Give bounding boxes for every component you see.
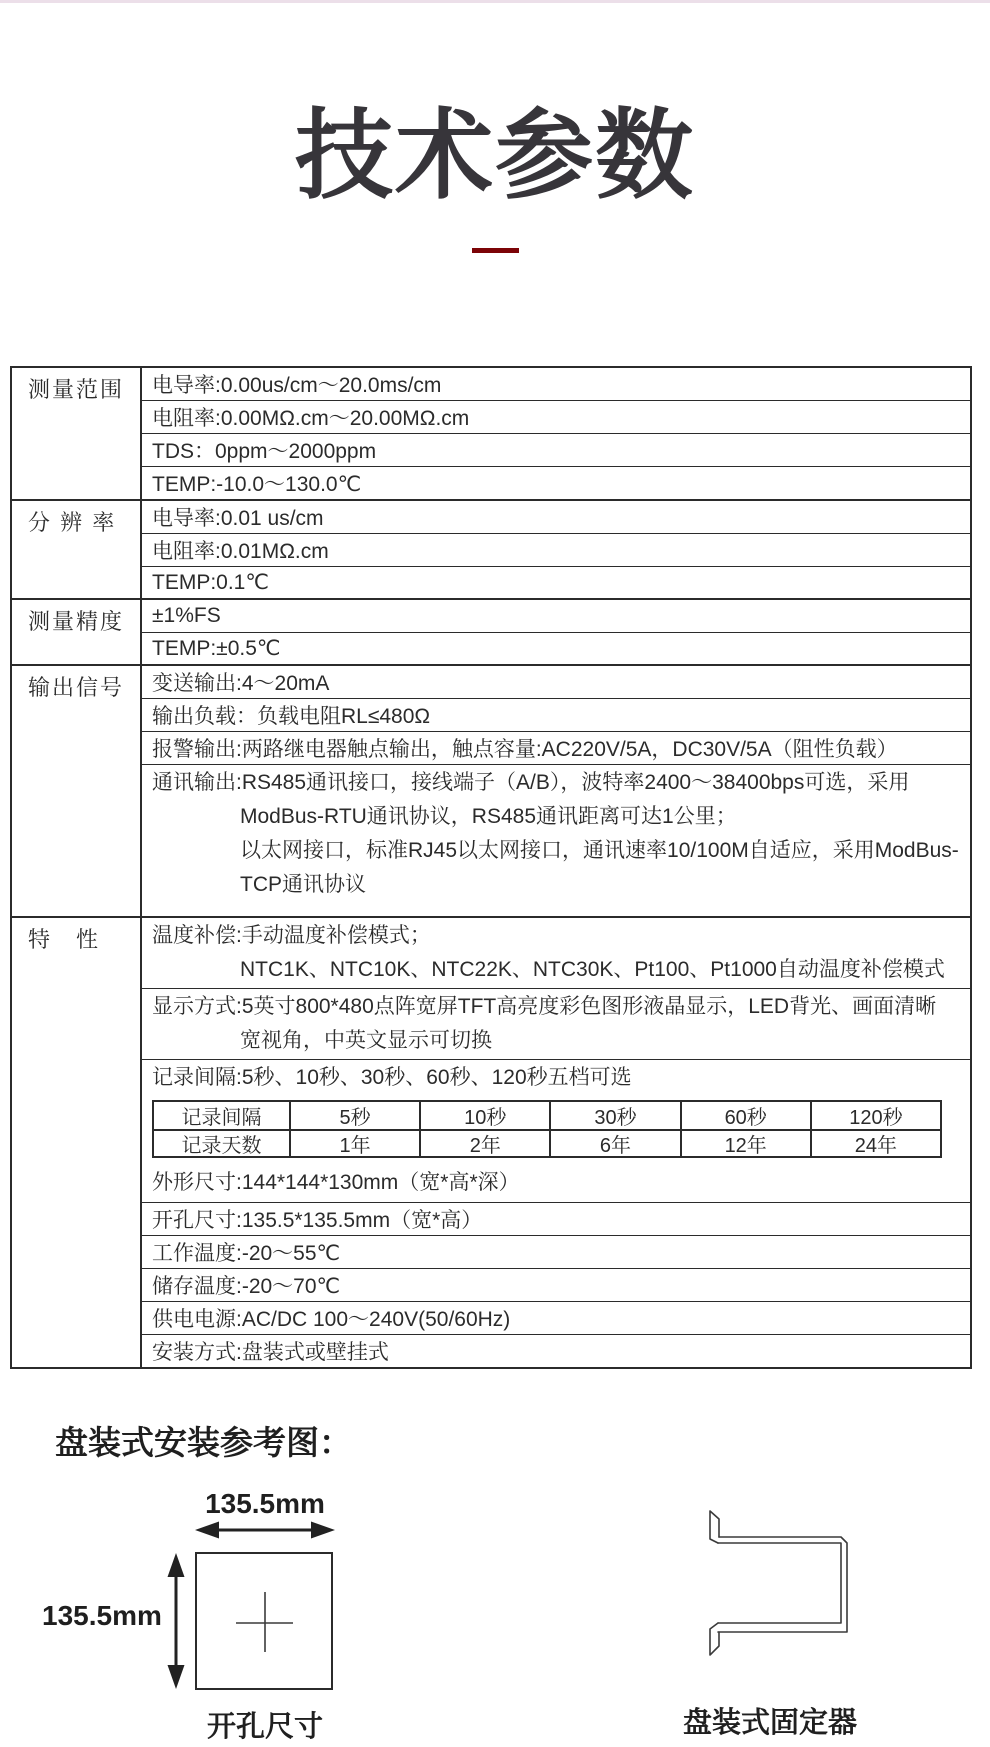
record-interval-heading: 记录间隔:5秒、10秒、30秒、60秒、120秒五档可选 [152,1065,632,1089]
record-table-days-1y: 1年 [289,1129,419,1156]
spec-row-comm-output [142,764,970,916]
section-label-output-signal: 输出信号 [12,666,142,916]
spec-row-working-temp: 工作温度:-20～55℃ [142,1235,970,1268]
section-output-signal [12,664,970,916]
record-table-interval-5s: 5秒 [289,1102,419,1129]
width-arrow-icon [194,1519,336,1541]
comm-line-1: 通讯输出:RS485通讯接口，接线端子（A/B），波特率2400～38400bps可选，采用 [152,770,910,794]
center-cross-icon [236,1592,294,1652]
record-interval-table [152,1100,942,1158]
spec-row-resistivity-range: 电阻率:0.00MΩ.cm～20.00MΩ.cm [142,400,970,433]
spec-row-display-mode [142,988,970,1059]
spec-row-record-interval [142,1059,970,1202]
spec-row-temp-resolution: TEMP:0.1℃ [142,566,970,598]
display-line-2: 宽视角，中英文显示可切换 [240,1028,492,1052]
comm-line-2: ModBus-RTU通讯协议，RS485通讯距离可达1公里； [240,804,737,828]
record-table-interval-10s: 10秒 [419,1102,549,1129]
section-label-features: 特 性 [12,918,142,1367]
spec-row-resistivity-resolution: 电阻率:0.01MΩ.cm [142,533,970,566]
spec-row-alarm-output: 报警输出:两路继电器触点输出，触点容量:AC220V/5A，DC30V/5A（阻性负载） [142,731,970,764]
spec-table [10,366,972,1369]
record-table-days-12y: 12年 [680,1129,810,1156]
record-table-days-2y: 2年 [419,1129,549,1156]
record-table-days-label: 记录天数 [154,1129,289,1156]
cutout-caption: 开孔尺寸 [207,1711,324,1744]
spec-row-conductivity-range: 电导率:0.00us/cm～20.0ms/cm [152,373,442,397]
record-table-days-6y: 6年 [549,1129,679,1156]
spec-row-temp-accuracy: TEMP:±0.5℃ [142,632,970,664]
comm-line-3: 以太网接口，标准RJ45以太网接口，通讯速率10/100M自适应，采用ModBus- [240,838,959,862]
page-title: 技术参数 [294,100,695,210]
record-table-interval-60s: 60秒 [680,1102,810,1129]
mount-reference-heading: 盘装式安装参考图： [55,1423,352,1461]
section-features [12,916,970,1367]
section-measuring-range [12,368,970,499]
spec-row-fs-accuracy: ±1%FS [152,603,221,627]
spec-row-outline-dimensions: 外形尺寸:144*144*130mm（宽*高*深） [152,1170,520,1194]
comm-line-4: TCP通讯协议 [240,872,366,896]
title-underline-dash [472,248,519,253]
spec-row-output-load: 输出负载：负载电阻RL≤480Ω [142,698,970,731]
fixture-caption: 盘装式固定器 [683,1707,858,1740]
spec-row-storage-temp: 储存温度:-20～70℃ [142,1268,970,1301]
section-resolution [12,499,970,598]
section-accuracy [12,598,970,664]
spec-row-mounting-method: 安装方式:盘装式或壁挂式 [142,1334,970,1367]
mount-diagrams [0,1462,990,1747]
cutout-square [195,1552,333,1690]
section-label-resolution: 分 辨 率 [12,501,142,598]
temp-comp-line-1: 温度补偿:手动温度补偿模式； [152,923,431,947]
cutout-width-dimension: 135.5mm [205,1488,325,1520]
spec-row-temp-range: TEMP:-10.0～130.0℃ [142,466,970,499]
spec-row-conductivity-resolution: 电导率:0.01 us/cm [152,506,324,530]
record-table-interval-120s: 120秒 [810,1102,940,1129]
section-label-measuring-range: 测量范围 [12,368,142,499]
spec-row-cutout-dimensions: 开孔尺寸:135.5*135.5mm（宽*高） [142,1202,970,1235]
section-label-accuracy: 测量精度 [12,600,142,664]
spec-row-tds-range: TDS：0ppm～2000ppm [142,433,970,466]
spec-row-power-supply: 供电电源:AC/DC 100～240V(50/60Hz) [142,1301,970,1334]
height-arrow-icon [164,1552,188,1690]
record-table-header-cell: 记录间隔 [181,1106,262,1129]
spec-row-transmit-output: 变送输出:4～20mA [152,671,330,695]
record-table-days-24y: 24年 [810,1129,940,1156]
top-accent-bar [0,0,990,3]
temp-comp-line-2: NTC1K、NTC10K、NTC22K、NTC30K、Pt100、Pt1000自动温度补偿模式 [240,957,945,981]
cutout-height-dimension: 135.5mm [42,1600,162,1632]
panel-mount-fixture-diagram [690,1505,860,1665]
record-table-interval-30s: 30秒 [549,1102,679,1129]
spec-row-temp-compensation [142,918,970,988]
display-line-1: 显示方式:5英寸800*480点阵宽屏TFT高亮度彩色图形液晶显示，LED背光、画面清晰 [152,994,937,1018]
